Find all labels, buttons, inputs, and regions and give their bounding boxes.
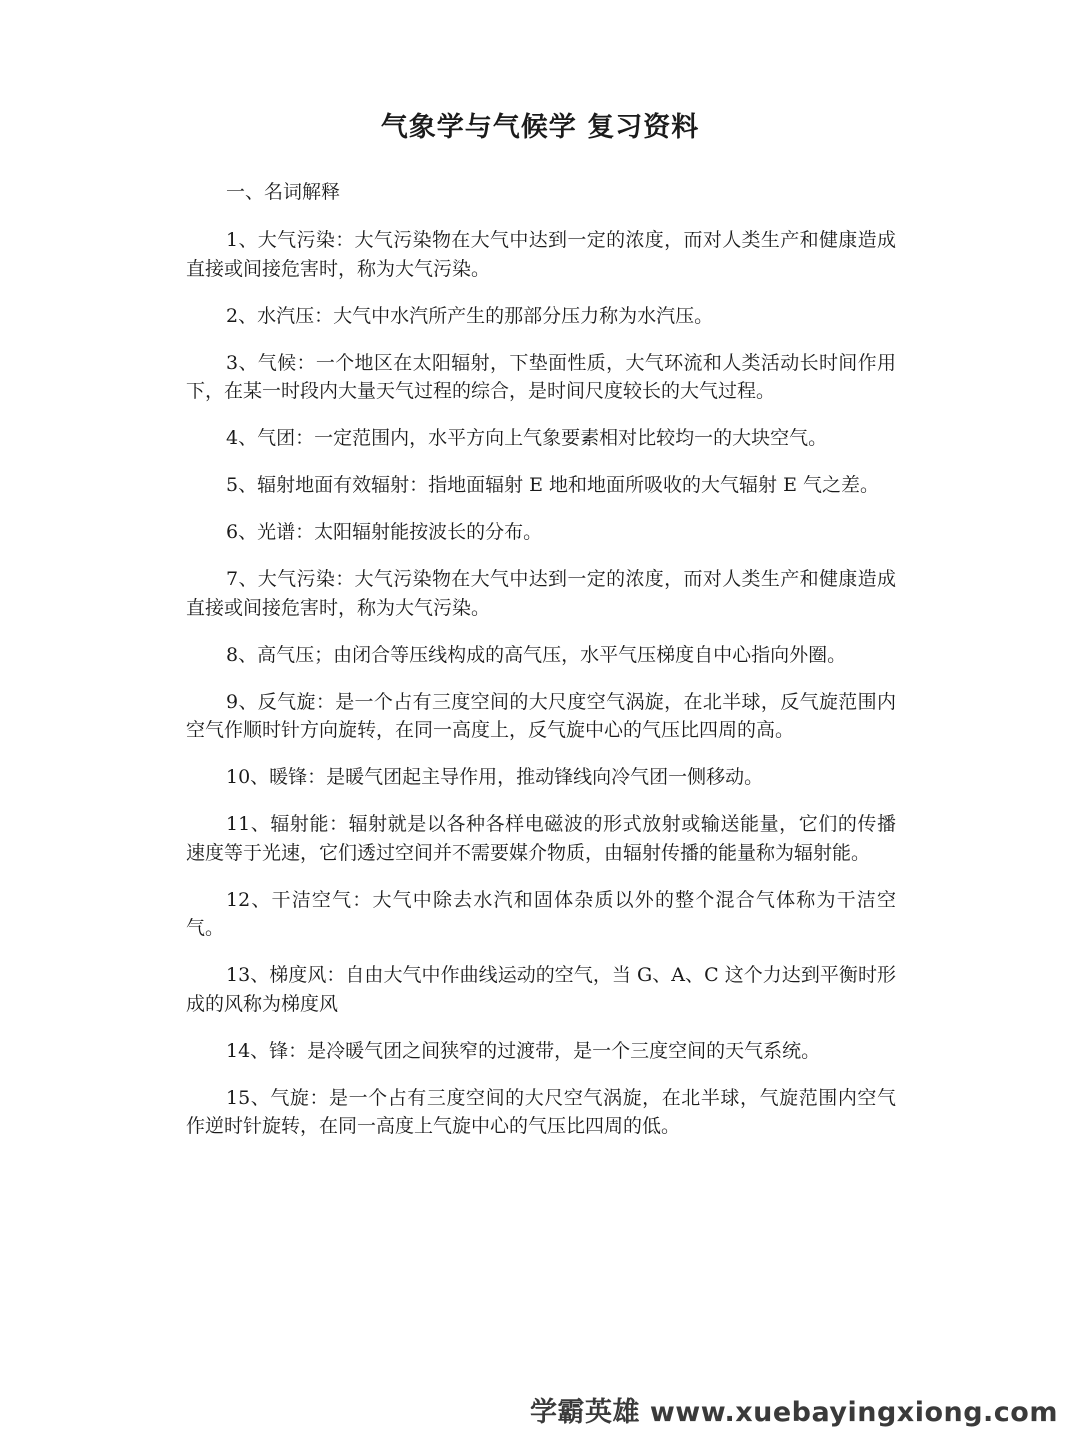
- definition-entry-2: 2、水汽压：大气中水汽所产生的那部分压力称为水汽压。: [226, 304, 714, 327]
- definition-entry-12: 12、干洁空气：大气中除去水汽和固体杂质以外的整个混合气体称为干洁空气。: [186, 888, 896, 939]
- watermark-footer: 学霸英雄 www.xuebayingxiong.com: [529, 1397, 1058, 1428]
- definition-entry-7: 7、大气污染：大气污染物在大气中达到一定的浓度，而对人类生产和健康造成直接或间接危害时，称为大气污染。: [186, 568, 896, 619]
- definition-entry-14: 14、锋：是冷暖气团之间狭窄的过渡带，是一个三度空间的天气系统。: [226, 1039, 821, 1062]
- definition-entry-10: 10、暖锋：是暖气团起主导作用，推动锋线向冷气团一侧移动。: [226, 766, 764, 788]
- definition-entry-15: 15、气旋：是一个占有三度空间的大尺空气涡旋，在北半球，气旋范围内空气作逆时针旋转，在同一高度上气旋中心的气压比四周的低。: [186, 1086, 896, 1137]
- definition-entry-6: 6、光谱：太阳辐射能按波长的分布。: [226, 521, 543, 543]
- definition-entry-1: 1、大气污染：大气污染物在大气中达到一定的浓度，而对人类生产和健康造成直接或间接危害时，称为大气污染。: [186, 229, 896, 280]
- definition-entry-11: 11、辐射能：辐射就是以各种各样电磁波的形式放射或输送能量，它们的传播速度等于光速，它们透过空间并不需要媒介物质，由辐射传播的能量称为辐射能。: [186, 813, 896, 864]
- definition-entry-5: 5、辐射地面有效辐射：指地面辐射 E 地和地面所吸收的大气辐射 E 气之差。: [226, 474, 879, 496]
- definition-entry-8: 8、高气压；由闭合等压线构成的高气压，水平气压梯度自中心指向外圈。: [226, 643, 847, 666]
- definition-entry-3: 3、气候：一个地区在太阳辐射，下垫面性质，大气环流和人类活动长时间作用下，在某一时段内大量天气过程的综合，是时间尺度较长的大气过程。: [186, 351, 896, 402]
- page-title: 气象学与气候学 复习资料: [380, 112, 700, 143]
- document-body: [186, 176, 896, 1159]
- definition-entry-4: 4、气团：一定范围内，水平方向上气象要素相对比较均一的大块空气。: [226, 427, 828, 449]
- section-heading: 一、名词解释: [226, 181, 341, 203]
- definition-entry-13: 13、梯度风：自由大气中作曲线运动的空气，当 G、A、C 这个力达到平衡时形成的风称为梯度风: [186, 964, 896, 1015]
- definition-entry-9: 9、反气旋：是一个占有三度空间的大尺度空气涡旋，在北半球，反气旋范围内空气作顺时针方向旋转，在同一高度上，反气旋中心的气压比四周的高。: [186, 690, 896, 741]
